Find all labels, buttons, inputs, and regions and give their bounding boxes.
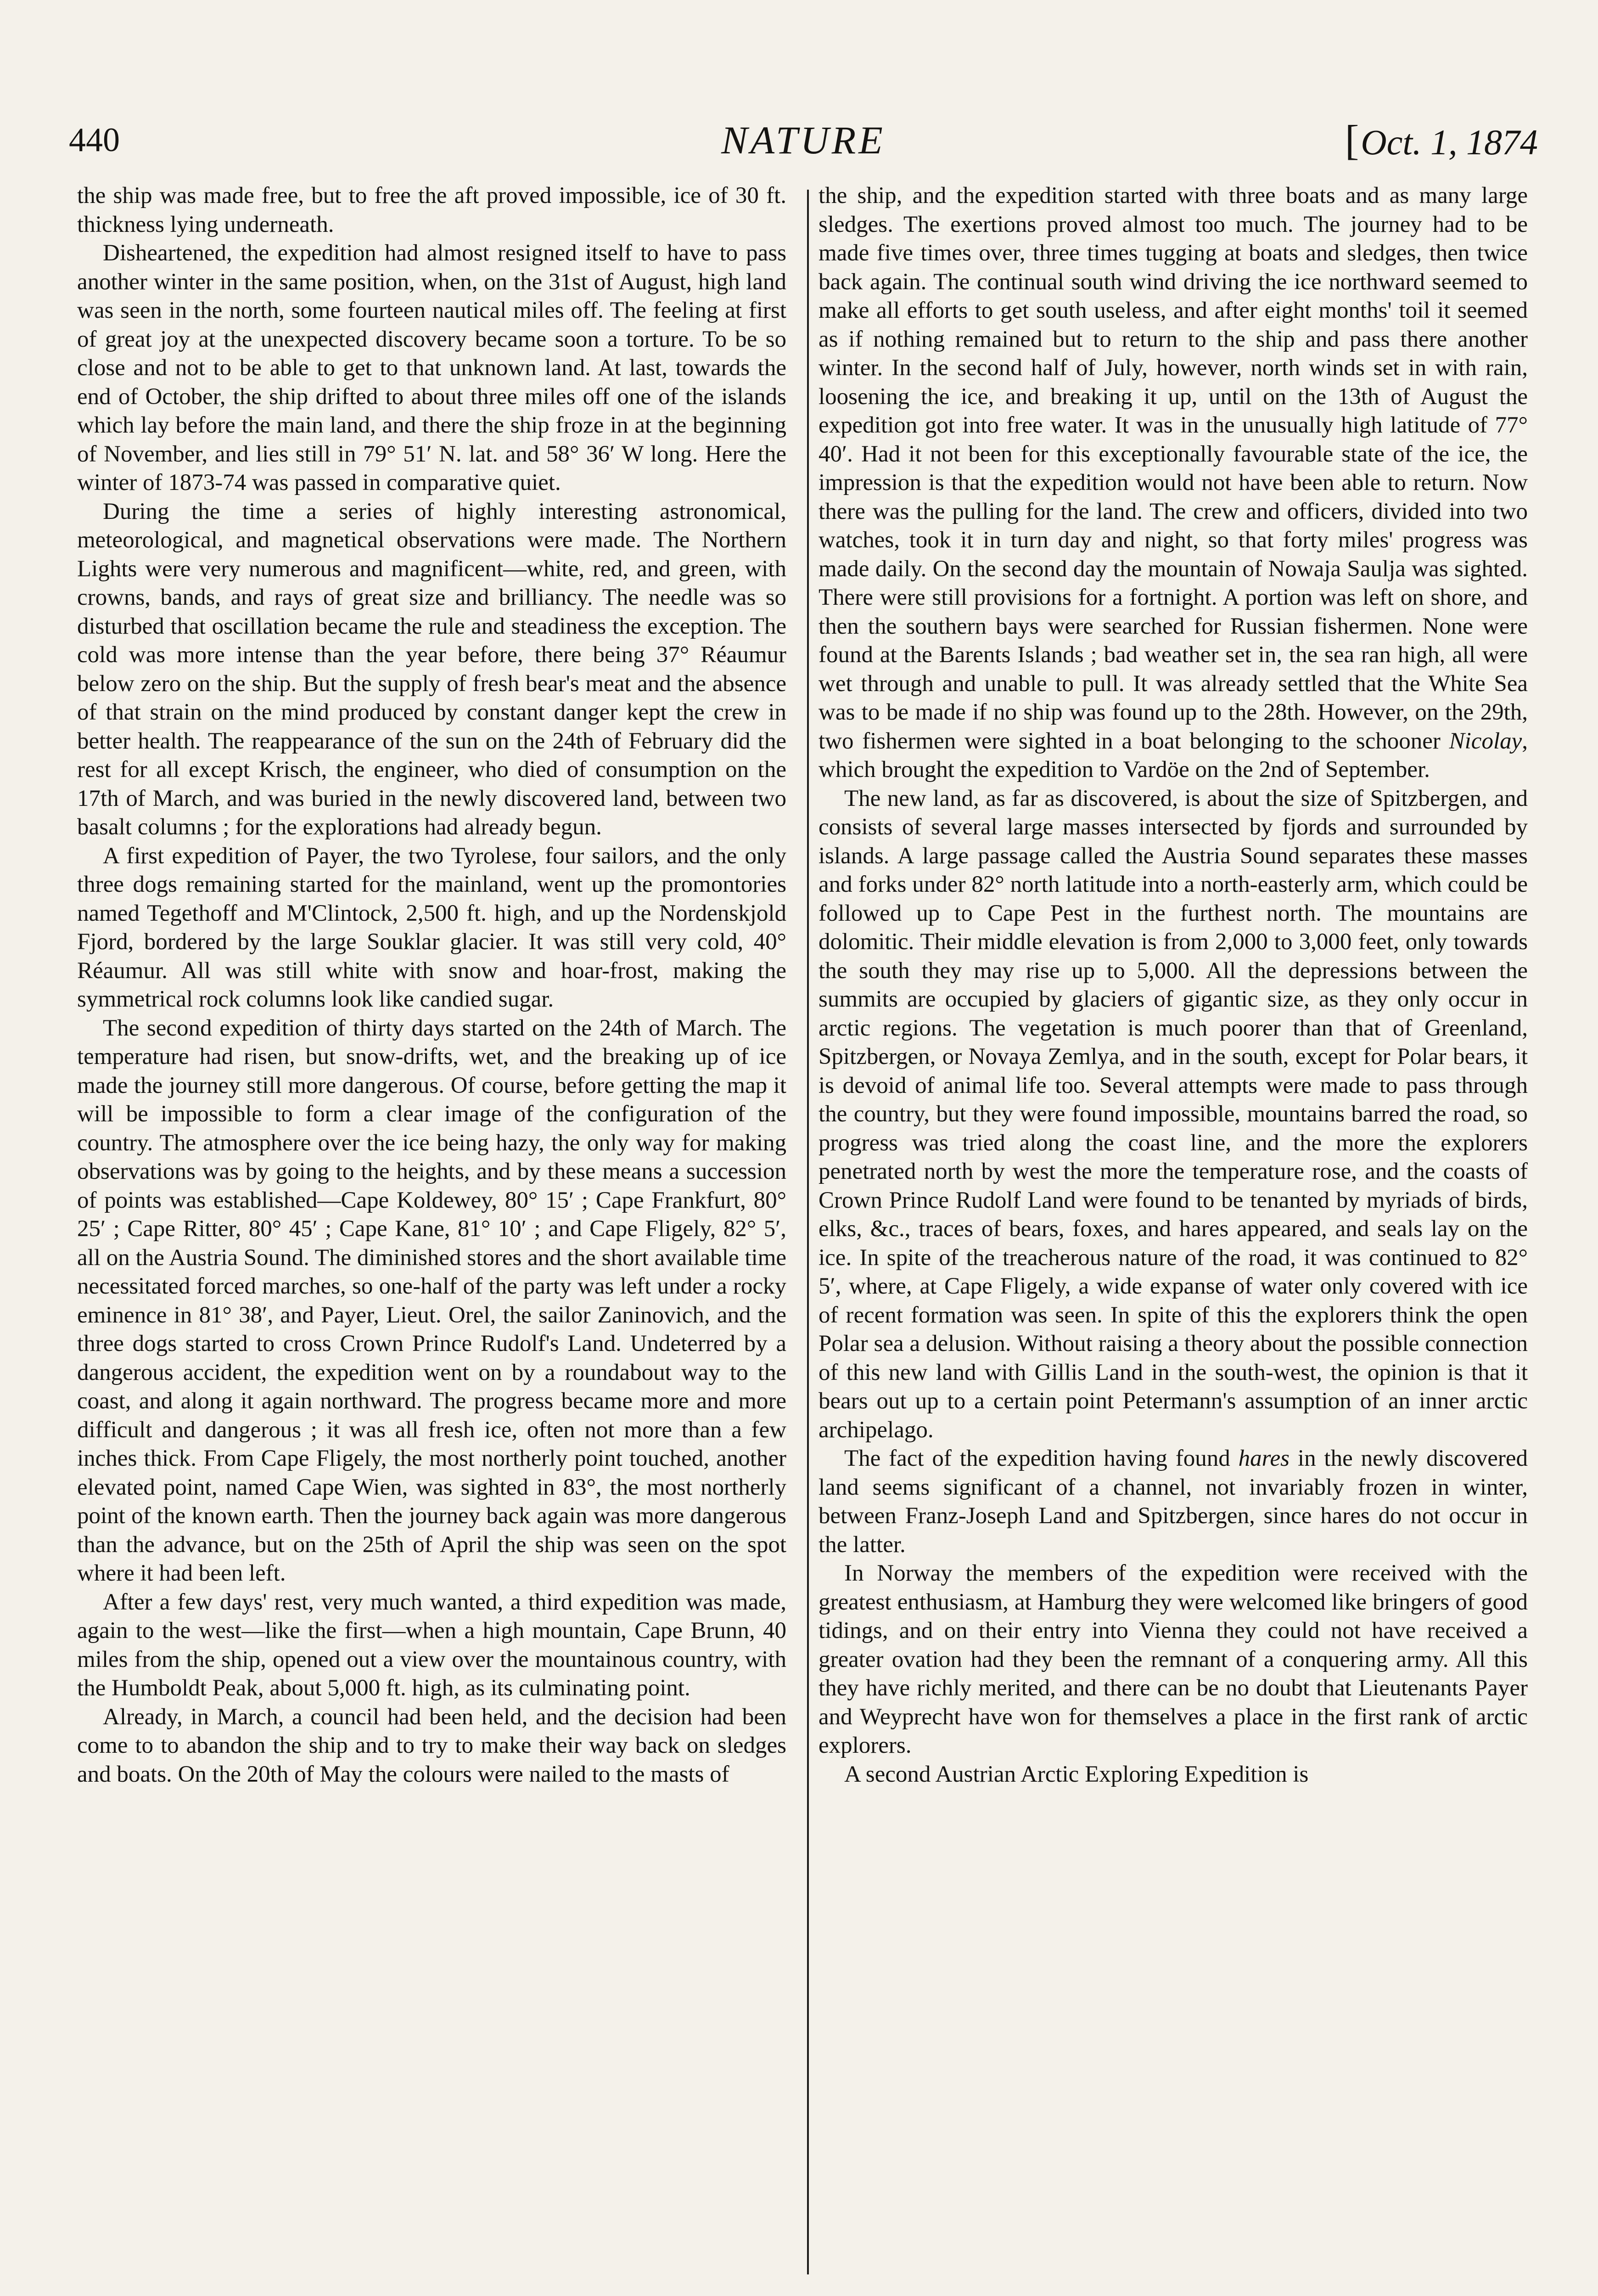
paragraph: The new land, as far as discovered, is about the size of Spitzbergen, and consists of several large masses intersected by fjords and surrounded by islands. A large passage called the Austria Sound separates these masses and forks under 82° north latitude into a north-easterly arm, which could be followed up to Cape Pest in the furthest north. The mountains are dolomitic. Their middle elevation is from 2,000 to 3,000 feet, only towards the south they may rise up to 5,000. All the depressions between the summits are occupied by glaciers of gigantic size, as they only occur in arctic regions. The vegetation is much poorer than that of Greenland, Spitzbergen, or Novaya Zemlya, and in the south, except for Polar bears, it is devoid of animal life too. Several attempts were made to pass through the country, but they were found impossible, mountains barred the road, so progress was tried along the coast line, and the more the explorers penetrated north by west the more the temperature rose, and the coasts of Crown Prince Rudolf Land were found to be tenanted by myriads of birds, elks, &c., traces of bears, foxes, and hares appeared, and seals lay on the ice. In spite of the treacherous nature of the road, it was continued to 82° 5′, where, at Cape Fligely, a wide expanse of water only covered with ice of recent formation was seen. In spite of this the explorers think the open Polar sea a delusion. Without raising a theory about the possible connection of this new land with Gillis Land in the south-west, the opinion is that it bears out up to a certain point Petermann's assumption of an inner arctic archipelago. (819, 785, 1528, 1443)
right-column (819, 181, 1528, 2285)
left-column (77, 181, 786, 2285)
ship-name: Nicolay (1449, 728, 1522, 754)
paragraph (819, 181, 1528, 784)
column-rule (807, 190, 809, 2274)
italic-word: hares (1238, 1446, 1290, 1471)
journal-title: NATURE (721, 118, 886, 162)
page-number: 440 (69, 121, 120, 159)
paragraph: Already, in March, a council had been held, and the decision had been come to to abandon the ship and to try to make their way back on sledges and boats. On the 20th of May the colours were nailed to the masts of (77, 1704, 786, 1787)
paragraph-text: the ship, and the expedition started with three boats and as many large sledges. The exertions proved almost too much. The journey had to be made five times over, three times tugging at boats and sledges, then twice back again. The continual south wind driving the ice northward seemed to make all efforts to get south useless, and after eight months' toil it seemed as if nothing remained but to return to the ship and pass there another winter. In the second half of July, however, north winds set in with rain, loosening the ice, and breaking it up, until on the 13th of August the expedition got into free water. It was in the unusually high latitude of 77° 40′. Had it not been for this exceptionally favourable state of the ice, the impression is that the expedition would not have been able to return. Now there was the pulling for the land. The crew and officers, divided into two watches, took it in turn day and night, so that forty miles' progress was made daily. On the second day the mountain of Nowaja Saulja was sighted. There were still provisions for a fortnight. A portion was left on shore, and then the southern bays were searched for Russian fishermen. None were found at the Barents Islands ; bad weather set in, the sea ran high, all were wet through and unable to pull. It was already settled that the White Sea was to be made if no ship was found up to the 28th. However, on the 29th, two fishermen were sighted in a boat belonging to the schooner (819, 183, 1528, 754)
paragraph-text: The fact of the expedition having found (844, 1446, 1230, 1471)
paragraph: Disheartened, the expedition had almost resigned itself to have to pass another winter in the same position, when, on the 31st of August, high land was seen in the north, some fourteen nautical miles off. The feeling at first of great joy at the unexpected discovery became soon a torture. To be so close and not to be able to get to that unknown land. At last, towards the end of October, the ship drifted to about three miles off one of the islands which lay before the main land, and there the ship froze in at the beginning of November, and lies still in 79° 51′ N. lat. and 58° 36′ W long. Here the winter of 1873-74 was passed in comparative quiet. (77, 240, 786, 495)
paragraph: During the time a series of highly interesting astronomical, meteorological, and magnetical observations were made. The Northern Lights were very numerous and magnificent—white, red, and green, with crowns, bands, and rays of great size and brilliancy. The needle was so disturbed that oscillation became the rule and steadiness the exception. The cold was more intense than the year before, there being 37° Réaumur below zero on the ship. But the supply of fresh bear's meat and the absence of that strain on the mind produced by constant danger kept the crew in better health. The reappearance of the sun on the 24th of February did the rest for all except Krisch, the engineer, who died of consumption on the 17th of March, and was buried in the newly discovered land, between two basalt columns ; for the explorations had already begun. (77, 498, 786, 840)
issue-date-text: Oct. 1, 1874 (1361, 122, 1538, 162)
paragraph (819, 1444, 1528, 1559)
article-body (77, 181, 1539, 2285)
paragraph: In Norway the members of the expedition were received with the greatest enthusiasm, at Hamburg they were welcomed like bringers of good tidings, and on their entry into Vienna they could not have received a greater ovation had they been the remnant of a conquering army. All this they have richly merited, and there can be no doubt that Lieutenants Payer and Weyprecht have won for themselves a place in the first rank of arctic explorers. (819, 1560, 1528, 1758)
paragraph: After a few days' rest, very much wanted, a third expedition was made, again to the west—like the first—when a high mountain, Cape Brunn, 40 miles from the ship, opened out a view over the mountainous country, with the Humboldt Peak, about 5,000 ft. high, as its culminating point. (77, 1589, 786, 1701)
date-bracket: [ (1345, 117, 1359, 163)
paragraph: the ship was made free, but to free the aft proved impossible, ice of 30 ft. thickness lying underneath. (77, 183, 786, 237)
page-header (69, 115, 1538, 165)
paragraph: The second expedition of thirty days started on the 24th of March. The temperature had risen, but snow-drifts, wet, and the breaking up of ice made the journey still more dangerous. Of course, before getting the map it will be impossible to form a clear image of the configuration of the country. The atmosphere over the ice being hazy, the only way for making observations was by going to the heights, and by these means a succession of points was established—Cape Koldewey, 80° 15′ ; Cape Frankfurt, 80° 25′ ; Cape Ritter, 80° 45′ ; Cape Kane, 81° 10′ ; and Cape Fligely, 82° 5′, all on the Austria Sound. The diminished stores and the short available time necessitated forced marches, so one-half of the party was left under a rocky eminence in 81° 38′, and Payer, Lieut. Orel, the sailor Zaninovich, and the three dogs started to cross Crown Prince Rudolf's Land. Undeterred by a dangerous accident, the expedition went on by a roundabout way to the coast, and along it again northward. The progress became more and more difficult and dangerous ; it was all fresh ice, often not more than a few inches thick. From Cape Fligely, the most northerly point touched, another elevated point, named Cape Wien, was sighted in 83°, the most northerly point of the known earth. Then the journey back again was more dangerous than the advance, but on the 25th of April the ship was seen on the spot where it had been left. (77, 1015, 786, 1586)
issue-date (1345, 115, 1538, 168)
paragraph-text: , which brought the expedition to Vardöe on the 2nd of September. (819, 728, 1528, 782)
paragraph: A first expedition of Payer, the two Tyrolese, four sailors, and the only three dogs remaining started for the mainland, went up the promontories named Tegethoff and M'Clintock, 2,500 ft. high, and up the Nordenskjold Fjord, bordered by the large Souklar glacier. It was still very cold, 40° Réaumur. All was still white with snow and hoar-frost, making the symmetrical rock columns look like candied sugar. (77, 843, 786, 1012)
paragraph: A second Austrian Arctic Exploring Expedition is (844, 1761, 1309, 1787)
paragraph-text: in the newly discovered land seems significant of a channel, not invariably frozen in winter, between Franz-Joseph Land and Spitzbergen, since hares do not occur in the latter. (819, 1446, 1528, 1558)
